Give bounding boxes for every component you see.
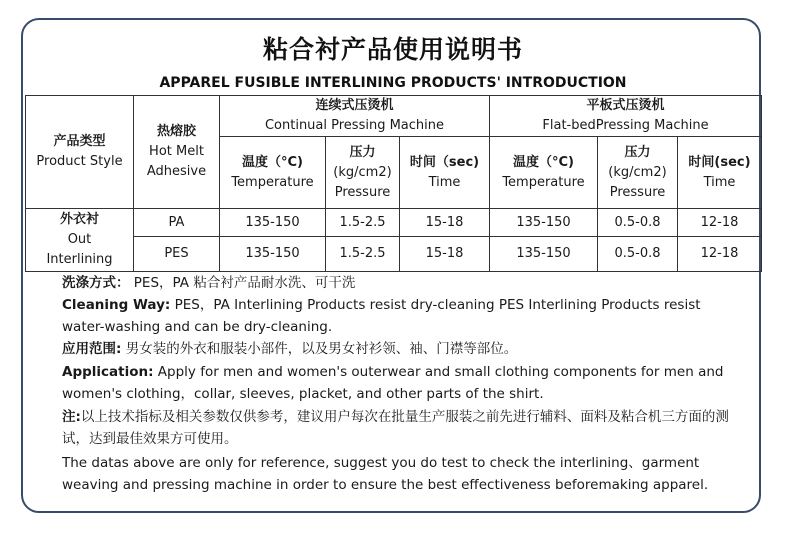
cell-f-pressure: 0.5-0.8 bbox=[598, 209, 678, 237]
cell-adhesive: PA bbox=[134, 209, 220, 237]
wash-en-label: Cleaning Way: bbox=[62, 297, 171, 313]
header-product-cn: 产品类型 bbox=[53, 134, 106, 149]
header-adhesive-en2: Adhesive bbox=[146, 164, 207, 179]
header-flatbed-en: Flat-bedPressing Machine bbox=[542, 118, 709, 133]
header-adhesive-cn: 热熔胶 bbox=[156, 124, 196, 139]
product-cell bbox=[26, 209, 134, 272]
product-en2: Interlining bbox=[46, 252, 113, 267]
header-c-time-en: Time bbox=[428, 174, 461, 190]
wash-cn-label: 洗涤方式： bbox=[62, 275, 130, 291]
header-f-time-en: Time bbox=[703, 174, 736, 190]
header-f-temp-cn: 温度（°C) bbox=[513, 154, 574, 170]
header-f-pressure-cn: 压力 bbox=[624, 144, 651, 160]
cell-c-time: 15-18 bbox=[400, 237, 490, 272]
note-remark-cn bbox=[62, 406, 742, 450]
header-f-temp-en: Temperature bbox=[502, 174, 585, 190]
cell-f-temp: 135-150 bbox=[490, 237, 598, 272]
note-wash-cn bbox=[62, 272, 742, 294]
table-row bbox=[26, 237, 762, 272]
header-c-temp-cn: 温度（°C) bbox=[242, 154, 303, 170]
cell-f-time: 12-18 bbox=[678, 209, 762, 237]
header-c-time-cn: 时间（sec) bbox=[409, 154, 480, 170]
app-en-label: Application: bbox=[62, 364, 154, 380]
header-f-time bbox=[678, 137, 762, 209]
header-f-pressure-en: Pressure bbox=[609, 184, 666, 200]
header-c-pressure-en: Pressure bbox=[334, 184, 391, 200]
cell-f-temp: 135-150 bbox=[490, 209, 598, 237]
header-flatbed-cn: 平板式压烫机 bbox=[586, 98, 665, 113]
remark-cn-text: 以上技术指标及相关参数仅供参考，建议用户每次在批量生产服装之前先进行辅料、面料及粘合机三方面的测试，达到最佳效果方可使用。 bbox=[62, 409, 729, 447]
header-c-pressure-unit: (kg/cm2) bbox=[333, 164, 392, 180]
cell-c-pressure: 1.5-2.5 bbox=[326, 209, 400, 237]
header-adhesive bbox=[134, 96, 220, 209]
page-title: 粘合衬产品使用说明书 bbox=[262, 35, 523, 64]
header-c-pressure bbox=[326, 137, 400, 209]
wash-en-text: PES，PA Interlining Products resist dry-cleaning PES Interlining Products resist water-washing and can be dry-cleaning. bbox=[62, 297, 701, 335]
header-f-time-cn: 时间(sec) bbox=[688, 154, 751, 170]
cell-f-time: 12-18 bbox=[678, 237, 762, 272]
header-continual-cn: 连续式压烫机 bbox=[315, 98, 394, 113]
spec-table bbox=[25, 95, 762, 272]
table-row bbox=[26, 209, 762, 237]
note-wash-en bbox=[62, 294, 742, 338]
product-cn: 外衣衬 bbox=[59, 212, 99, 227]
note-scope-cn bbox=[62, 338, 742, 360]
cell-c-time: 15-18 bbox=[400, 209, 490, 237]
product-en1: Out bbox=[67, 232, 92, 247]
scope-cn-label: 应用范围: bbox=[62, 341, 122, 357]
note-remark-en: The datas above are only for reference, suggest you do test to check the interlining、garment weaving and pressing machine in order to ensure the best effectiveness beforemaking apparel. bbox=[62, 455, 709, 493]
header-c-temperature bbox=[220, 137, 326, 209]
header-c-temp-en: Temperature bbox=[231, 174, 314, 190]
cell-c-pressure: 1.5-2.5 bbox=[326, 237, 400, 272]
header-c-time bbox=[400, 137, 490, 209]
header-f-pressure-unit: (kg/cm2) bbox=[608, 164, 667, 180]
app-en-text: Apply for men and women's outerwear and small clothing components for men and women's clothing，collar, sleeves, placket, and other parts of the shirt. bbox=[62, 364, 724, 402]
header-f-temperature bbox=[490, 137, 598, 209]
header-continual-en: Continual Pressing Machine bbox=[264, 118, 445, 133]
cell-c-temp: 135-150 bbox=[220, 237, 326, 272]
note-application-en bbox=[62, 361, 742, 405]
cell-c-temp: 135-150 bbox=[220, 209, 326, 237]
wash-cn-text: PES，PA 粘合衬产品耐水洗、可干洗 bbox=[129, 275, 356, 291]
header-f-pressure bbox=[598, 137, 678, 209]
remark-cn-label: 注: bbox=[62, 409, 81, 425]
header-adhesive-en1: Hot Melt bbox=[149, 144, 204, 159]
header-product-en: Product Style bbox=[36, 154, 123, 169]
header-flatbed-machine bbox=[490, 96, 762, 137]
cell-f-pressure: 0.5-0.8 bbox=[598, 237, 678, 272]
header-c-pressure-cn: 压力 bbox=[349, 144, 376, 160]
page-subtitle: APPAREL FUSIBLE INTERLINING PRODUCTS' INTRODUCTION bbox=[159, 75, 627, 91]
header-continual-machine bbox=[220, 96, 490, 137]
header-product-style bbox=[26, 96, 134, 209]
scope-cn-text: 男女装的外衣和服装小部件，以及男女衬衫领、袖、门襟等部位。 bbox=[121, 341, 518, 357]
cell-adhesive: PES bbox=[134, 237, 220, 272]
